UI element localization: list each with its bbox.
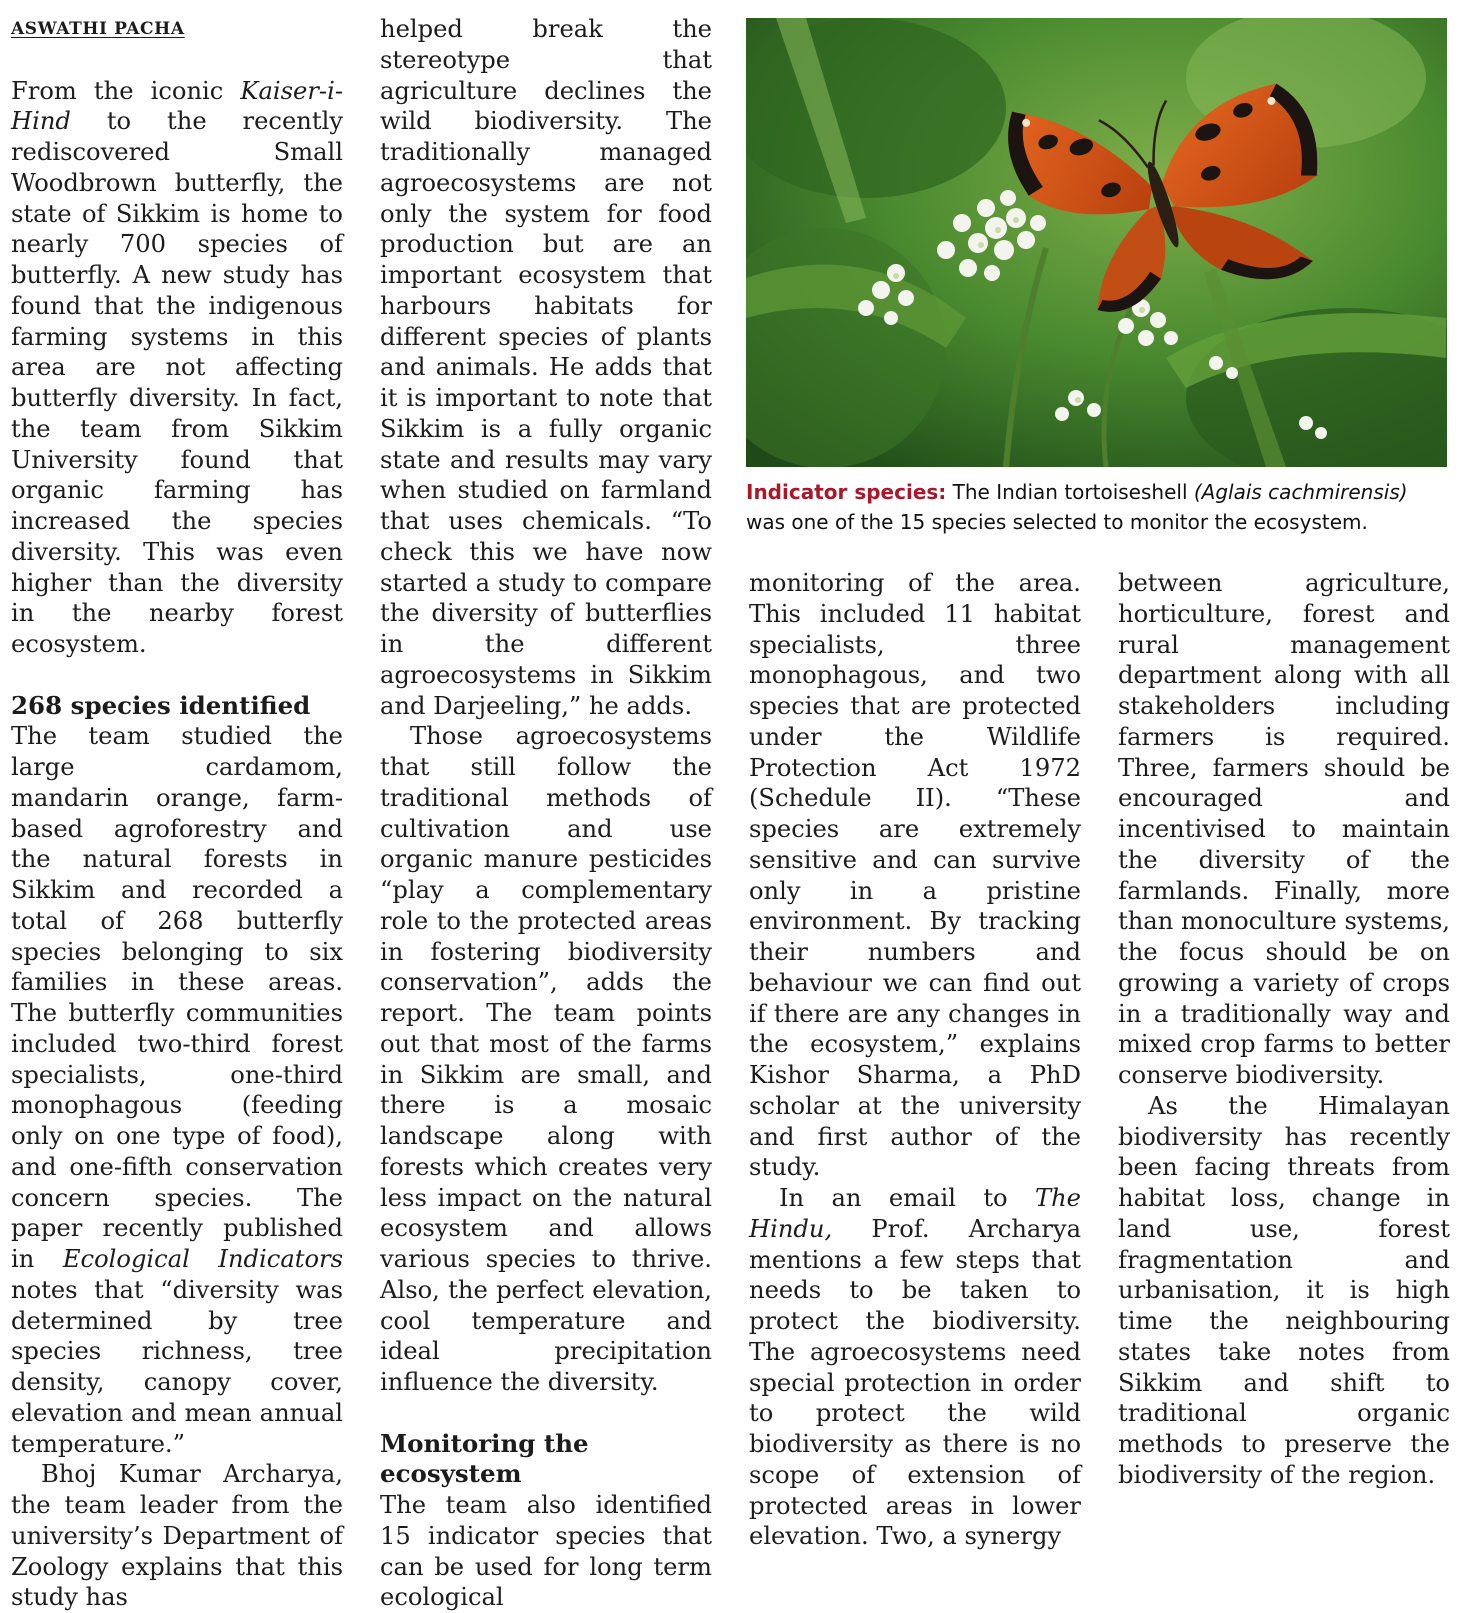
text-run-2: notes that “diversity was determined by tree species richness, tree density, canopy cover, elevation and mean annual temperature.” [11, 1275, 343, 1458]
paragraph-agroecosystems: Those agroecosystems that still follow the traditional methods of cultivation and use organic manure pesticides “play a complementary role to the protected areas in fostering biodiversity conservation”, adds the report. The team points out that most of the farms in Sikkim are small, and there is a mosaic landscape along with forests which creates very less impact on the natural ecosystem and allows various species to thrive. Also, the perfect elevation, cool temperature and ideal precipitation influence the diversity. [380, 722, 712, 1396]
tortoiseshell-butterfly-image [746, 18, 1447, 467]
paragraph-himalayan: As the Himalayan biodiversity has recently been facing threats from habitat loss, change in land use, forest fragmentation and urbanisation, it is high time the neighbouring states take notes from Sikkim and shift to traditional organic methods to preserve the biodiversity of the region. [1118, 1091, 1450, 1489]
caption-text-end: was one of the 15 species selected to monitor the ecosystem. [746, 510, 1368, 534]
paragraph-stereotype: helped break the stereotype that agriculture declines the wild biodiversity. The traditionally managed agroecosystems are not only the system for food production but are an important ecosystem that harbours habitats for different species of plants and animals. He adds that it is important to note that Sikkim is a fully organic state and results may vary when studied on farmland that uses chemicals. “To check this we have now started a study to compare the diversity of butterflies in the different agroecosystems in Sikkim and Darjeeling,” he adds. [380, 15, 712, 720]
text-run-2: to the recently rediscovered Small Woodbrown butterfly, the state of Sikkim is home to nearly 700 species of butterfly. A new study has found that the indigenous farming systems in this area are not affecting butterfly diversity. In fact, the team from Sikkim University found that organic farming has increased the species diversity. This was even higher than the diversity in the nearby forest ecosystem. [11, 107, 343, 658]
paragraph-monitoring-area: monitoring of the area. This included 11 habitat specialists, three monophagous, and two species that are protected under the Wildlife Protection Act 1972 (Schedule II). “These species are extremely sensitive and can survive only in a pristine environment. By tracking their numbers and behaviour we can find out if there are any changes in the ecosystem,” explains Kishor Sharma, a PhD scholar at the university and first author of the study. [749, 569, 1081, 1182]
paragraph-team-studied [11, 721, 343, 1459]
column-2 [380, 14, 712, 1613]
column-4 [1118, 568, 1450, 1491]
column-1 [11, 14, 343, 1613]
intro-paragraph [11, 76, 343, 660]
italic-run-1: Kaiser-i-Hind [11, 76, 343, 136]
subhead-species-identified: 268 species identified [11, 690, 311, 720]
text-run-2: Prof. Archarya mentions a few steps that needs to be taken to protect the biodiversity. The agroecosystems need special protection in order to protect the wild biodiversity as there is no scope of extension of protected areas in lower elevation. Two, a synergy [749, 1214, 1081, 1551]
paragraph-synergy: between agriculture, horticulture, forest and rural management department along with all stakeholders including farmers is required. Three, farmers should be encouraged and incentivised to maintain the diversity of the farmlands. Finally, more than monoculture systems, the focus should be on growing a variety of crops in a traditionally way and mixed crop farms to better conserve biodiversity. [1118, 569, 1450, 1089]
column-3 [749, 568, 1081, 1552]
paragraph-bhoj-kumar: Bhoj Kumar Archarya, the team leader from the university’s Department of Zoology explains that this study has [11, 1460, 343, 1612]
text-run-0: The team studied the large cardamom, mandarin orange, farm-based agroforestry and the natural forests in Sikkim and recorded a total of 268 butterfly species belonging to six families in these areas. The butterfly communities included two-third forest specialists, one-third monophagous (feeding only on one type of food), and one-fifth conservation concern species. The paper recently published in [11, 722, 343, 1273]
text-run-0: From the iconic [11, 76, 241, 105]
caption-text: The Indian tortoiseshell [946, 480, 1194, 504]
caption-lead: Indicator species: [746, 480, 947, 504]
byline: ASWATHI PACHA [11, 19, 185, 39]
italic-run-1: The Hindu, [749, 1184, 1081, 1243]
subhead-monitoring: Monitoring the ecosystem [380, 1428, 589, 1489]
paragraph-indicator-species: The team also identified 15 indicator species that can be used for long term ecological [380, 1491, 712, 1612]
text-run-0: In an email to [779, 1184, 1035, 1212]
butterfly-photo [746, 18, 1447, 467]
paragraph-email-hindu [749, 1183, 1081, 1552]
caption-species-name: (Aglais cachmirensis) [1193, 480, 1408, 504]
photo-caption [746, 477, 1451, 537]
italic-run-1: Ecological Indicators [62, 1245, 343, 1273]
